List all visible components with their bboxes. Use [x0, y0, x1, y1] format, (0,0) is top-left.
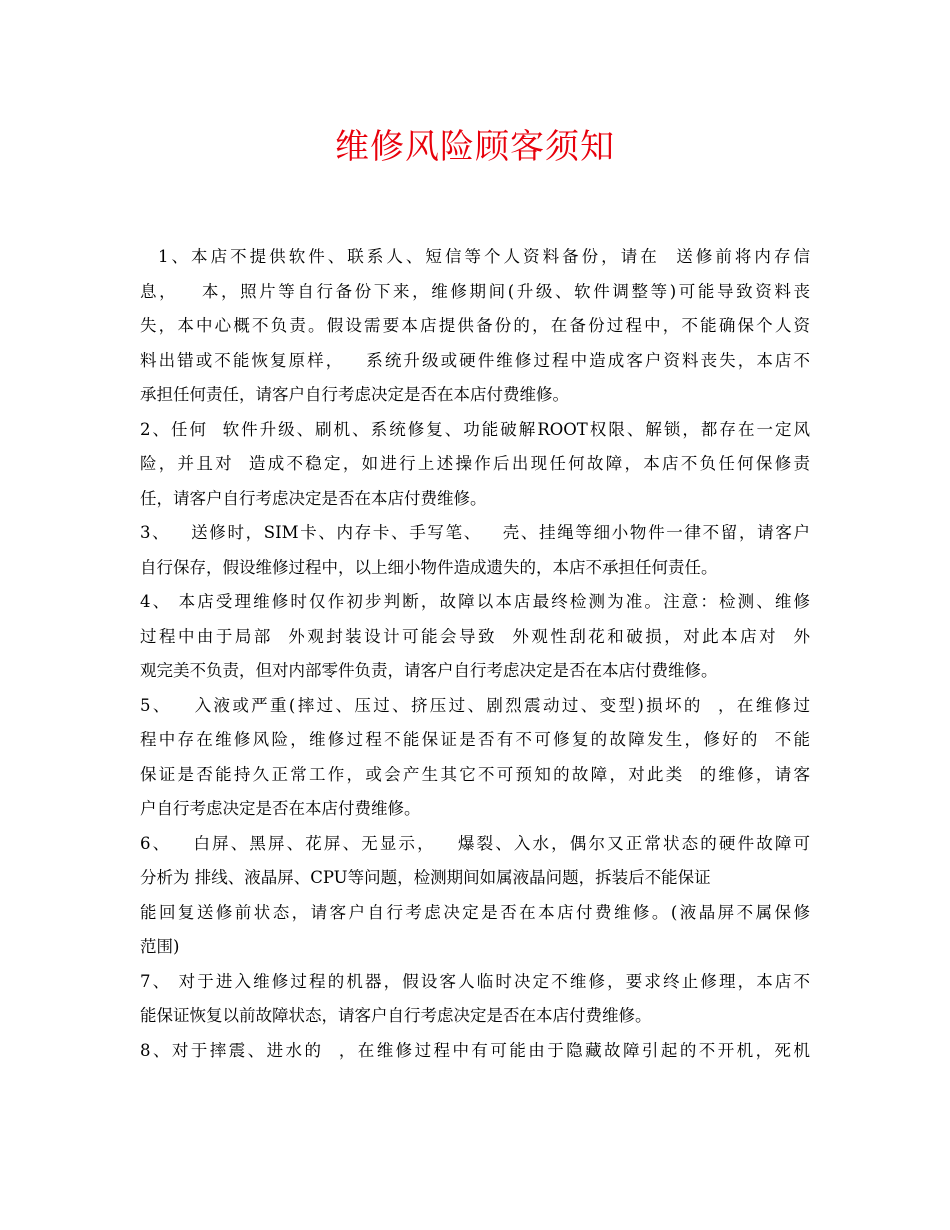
notice-line: 能回复送修前状态，请客户自行考虑决定是否在本店付费维修。(液晶屏不属保修 [140, 902, 810, 922]
notice-line: 1、本店不提供软件、联系人、短信等个人资料备份，请在 送修前将内存信 [158, 247, 810, 266]
notice-line: 范围) [140, 937, 180, 956]
notice-line: 户自行考虑决定是否在本店付费维修。 [140, 799, 421, 818]
notice-line: 2、任何 软件升级、刷机、系统修复、功能破解ROOT权限、解锁，都存在一定风 [140, 419, 810, 439]
notice-line: 程中存在维修风险，维修过程不能保证是否有不可修复的故障发生，修好的 不能 [140, 730, 810, 749]
notice-line: 过程中由于局部 外观封装设计可能会导致 外观性刮花和破损，对此本店对 外 [140, 626, 810, 646]
notice-line: 3、 送修时，SIM卡、内存卡、手写笔、 壳、挂绳等细小物件一律不留，请客户 [140, 523, 810, 542]
notice-line: 能保证恢复以前故障状态，请客户自行考虑决定是否在本店付费维修。 [140, 1006, 652, 1025]
notice-line: 保证是否能持久正常工作，或会产生其它不可预知的故障，对此类 的维修，请客 [140, 764, 810, 784]
notice-line: 息， 本，照片等自行备份下来，维修期间(升级、软件调整等)可能导致资料丧 [140, 281, 810, 301]
notice-line: 6、 白屏、黑屏、花屏、无显示， 爆裂、入水，偶尔又正常状态的硬件故障可 [140, 833, 810, 853]
notice-line: 4、 本店受理维修时仅作初步判断，故障以本店最终检测为准。注意：检测、维修 [140, 592, 810, 611]
notice-line: 5、 入液或严重(摔过、压过、挤压过、剧烈震动过、变型)损坏的 ，在维修过 [140, 695, 810, 715]
notice-line: 料出错或不能恢复原样， 系统升级或硬件维修过程中造成客户资料丧失，本店不 [140, 350, 810, 370]
notice-line: 承担任何责任，请客户自行考虑决定是否在本店付费维修。 [140, 385, 569, 404]
notice-line: 8、对于摔震、进水的 ，在维修过程中有可能由于隐藏故障引起的不开机，死机 [140, 1040, 810, 1060]
notice-line: 任，请客户自行考虑决定是否在本店付费维修。 [140, 488, 487, 508]
notice-line: 7、 对于进入维修过程的机器，假设客人临时决定不维修，要求终止修理，本店不 [140, 971, 810, 991]
notice-line: 自行保存，假设维修过程中，以上细小物件造成遗失的，本店不承担任何责任。 [140, 557, 718, 577]
notice-line: 分析为 排线、液晶屏、CPU等问题，检测期间如属液晶问题，拆装后不能保证 [140, 868, 711, 887]
page-title: 维修风险顾客须知 [335, 127, 615, 167]
notice-line: 观完美不负责，但对内部零件负责，请客户自行考虑决定是否在本店付费维修。 [140, 661, 718, 680]
notice-line: 失，本中心概不负责。假设需要本店提供备份的，在备份过程中，不能确保个人资 [140, 316, 810, 335]
notice-line: 险，并且对 造成不稳定，如进行上述操作后出现任何故障，本店不负任何保修责 [140, 454, 810, 473]
notice-body [140, 240, 810, 1068]
